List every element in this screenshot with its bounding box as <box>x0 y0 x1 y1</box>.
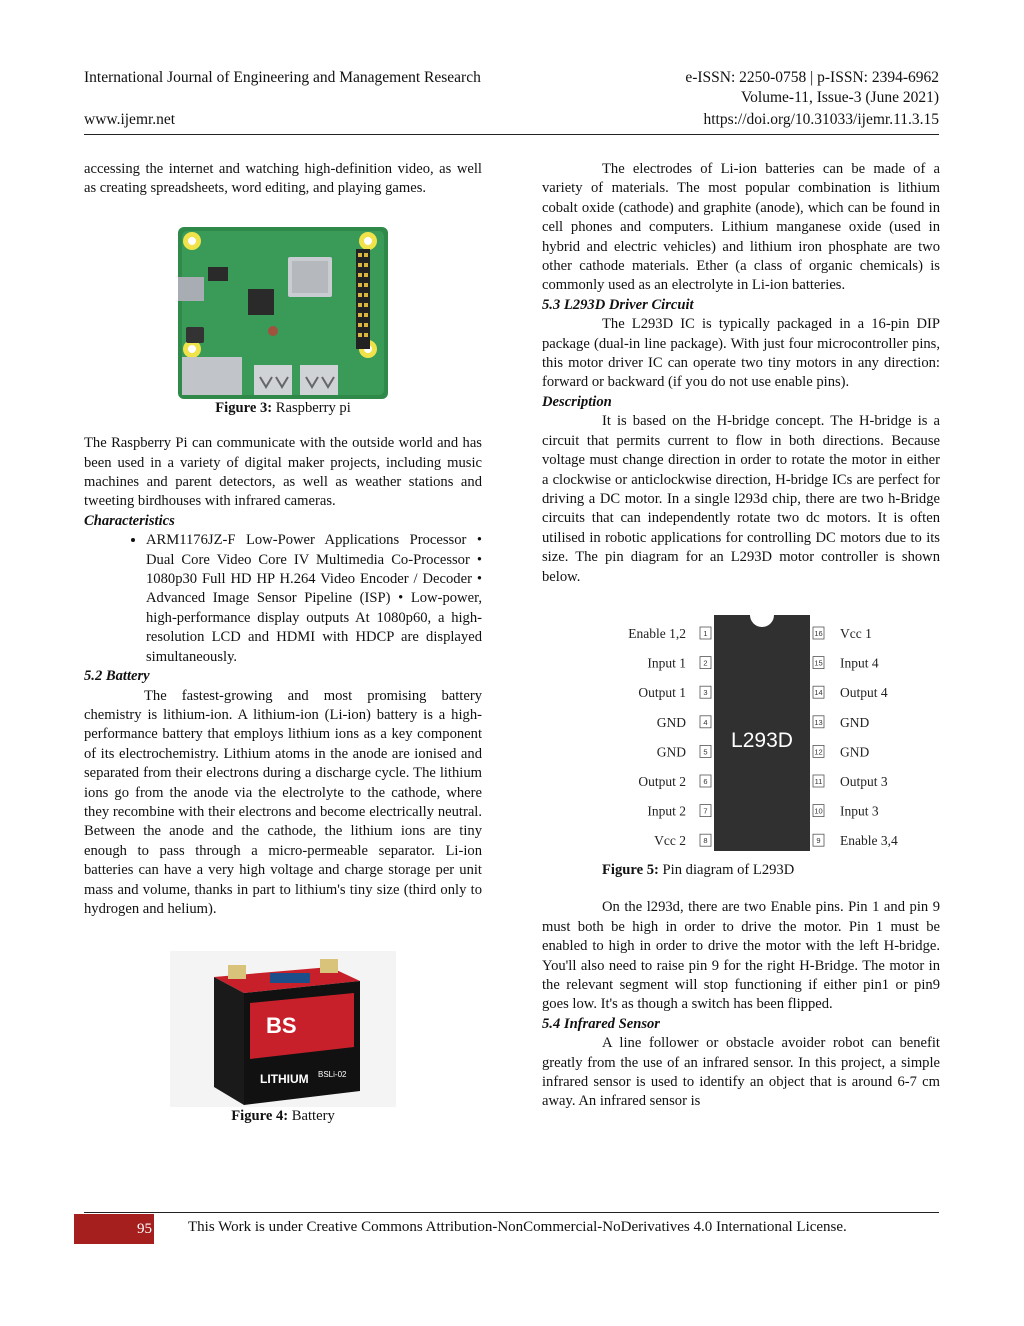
pin-15 <box>813 656 879 671</box>
pin-label: Output 3 <box>840 773 888 789</box>
pin-5 <box>657 744 711 759</box>
figure-caption: Figure 4: Battery <box>231 1108 335 1125</box>
pin-9 <box>813 833 898 848</box>
left-column <box>84 160 482 1127</box>
pin-number: 13 <box>814 717 823 727</box>
pin-label: GND <box>840 744 870 760</box>
pin-label: Input 2 <box>647 803 686 819</box>
paragraph: It is based on the H-bridge concept. The H-bridge is a circuit that permits current to flow in both directions. Because voltage must change direction in order to rotate the motor in either a clockwise or anticlockwise direction, H-bridge ICs are perfect for driving a DC motor. In a single l293d chip, there are two h-Bridge circuits that can independently rotate two dc motors. It is often utilised in robotic applications for controlling DC motors due to its size. The pin diagram for an L293D motor controller is shown below. <box>542 413 940 585</box>
figure-caption: Figure 3: Raspberry pi <box>215 399 351 416</box>
pin-number: 11 <box>814 776 823 786</box>
paragraph: The L293D IC is typically packaged in a 16-pin DIP package (dual-in line package). With just four microcontroller pins, this motor driver IC can operate two tiny motors in any direction: forward or backward (if you do not use enable pins). <box>542 316 940 391</box>
pin-number: 16 <box>814 628 823 638</box>
pin-label: Vcc 1 <box>840 625 872 641</box>
figure-l293d-pinout <box>582 615 912 851</box>
paragraph: A line follower or obstacle avoider robot can benefit greatly from the use of an infrared sensor. In this project, a simple infrared sensor is used to identify an object that is around 6-7 cm away. An infrared sensor is <box>542 1035 940 1110</box>
pin-label: Output 4 <box>840 685 888 701</box>
pin-number: 10 <box>814 806 823 816</box>
pin-number: 8 <box>703 836 708 846</box>
pin-label: Enable 1,2 <box>628 625 686 641</box>
pin-number: 4 <box>703 717 708 727</box>
paragraph: accessing the internet and watching high-definition video, as well as creating spreadsheets, word editing, and playing games. <box>84 161 482 197</box>
battery-model: BSLi-02 <box>318 1070 347 1080</box>
pin-label: Vcc 2 <box>654 833 686 849</box>
pin-4 <box>657 715 711 730</box>
header-rule <box>84 134 939 135</box>
volume-issue: Volume-11, Issue-3 (June 2021) <box>740 89 939 106</box>
pin-number: 14 <box>814 688 823 698</box>
pin-label: Output 1 <box>638 685 686 701</box>
pin-label: Input 1 <box>647 655 686 671</box>
paragraph: The electrodes of Li-ion batteries can be made of a variety of materials. The most popular combination is lithium cobalt oxide (cathode) and graphite (anode), which can be found in cell phones and computers. Lithium manganese oxide (used in hybrid and electric vehicles) and lithium iron phosphate are two other cathode materials. Ether (a class of organic chemicals) is commonly used as an electrolyte in Li-ion batteries. <box>542 161 940 294</box>
pin-label: GND <box>840 714 870 730</box>
issn: e-ISSN: 2250-0758 | p-ISSN: 2394-6962 <box>685 69 939 86</box>
pin-2 <box>647 656 711 671</box>
paragraph: On the l293d, there are two Enable pins. Pin 1 and pin 9 must both be high in order to drive the motor. Pin 1 must be enabled to high in order to drive the motor with the left H-bridge. You'll also need to raise pin 9 for the right H-Bridge. The motor in the relevant segment will stop functioning if either pin1 or pin9 goes low. It's as though a switch has been flipped. <box>542 899 940 1013</box>
figure-raspberry-pi <box>84 227 482 418</box>
figure-battery <box>84 951 482 1126</box>
pin-6 <box>638 774 711 789</box>
section-heading: 5.2 Battery <box>84 668 150 685</box>
pin-number: 6 <box>703 776 708 786</box>
journal-website[interactable]: www.ijemr.net <box>84 111 176 128</box>
pin-label: Input 3 <box>840 803 879 819</box>
pin-14 <box>813 685 888 700</box>
pin-number: 15 <box>814 658 823 668</box>
pin-number: 7 <box>703 806 708 816</box>
doi-link[interactable]: https://doi.org/10.31033/ijemr.11.3.15 <box>703 111 939 128</box>
pin-11 <box>813 774 888 789</box>
footer-separator <box>154 1214 155 1244</box>
section-heading: 5.3 L293D Driver Circuit <box>542 296 694 313</box>
pin-number: 1 <box>703 628 708 638</box>
l293d-pin-diagram <box>582 615 912 851</box>
section-heading: 5.4 Infrared Sensor <box>542 1015 660 1032</box>
paragraph: The Raspberry Pi can communicate with the outside world and has been used in a variety of digital maker projects, including music machines and parent detectors, as well as weather stations and tweeting birdhouses with infrared cameras. <box>84 435 482 510</box>
section-heading: Description <box>542 393 612 410</box>
pin-3 <box>638 685 711 700</box>
pin-7 <box>647 804 711 819</box>
right-column <box>542 160 940 1112</box>
raspberry-pi-image <box>178 227 388 399</box>
pin-number: 9 <box>816 836 821 846</box>
pin-label: Enable 3,4 <box>840 833 898 849</box>
pin-label: Output 2 <box>638 773 686 789</box>
list-item: • ARM1176JZ-F Low-Power Applications Processor • Dual Core Video Core IV Multimedia Co-Processor • 1080p30 Full HD HP H.264 Video Encoder / Decoder • Advanced Image Sensor Pipeline (ISP) • Low-power, high-performance display outputs At 1080p60, a high-resolution LCD and HDMI with HDCP are displayed simultaneously. <box>146 531 482 667</box>
pin-8 <box>654 833 711 848</box>
chip-name: L293D <box>731 728 793 752</box>
pin-1 <box>628 626 711 641</box>
pin-16 <box>813 626 872 641</box>
figure-caption: Figure 5: Pin diagram of L293D <box>602 861 795 878</box>
battery-image <box>170 951 396 1107</box>
bullet-list <box>84 531 482 667</box>
pin-12 <box>813 744 869 759</box>
pin-number: 3 <box>703 688 708 698</box>
pin-number: 12 <box>814 747 823 757</box>
pin-label: GND <box>656 714 686 730</box>
paragraph: The fastest-growing and most promising battery chemistry is lithium-ion. A lithium-ion (Li-ion) battery is a high-performance battery that employs lithium ions as a key component of its electrochemistry. Lithium atoms in the anode are ionised and separated from their electrons during a discharge cycle. The lithium ions go from the anode via the electrolyte to the cathode, where they recombine with their electrons and become electrically neutral. Between the anode and the cathode, the lithium ions are tiny enough to pass through a micro-permeable separator. Li-ion batteries can have a very high voltage and charge storage per unit mass and volume, thanks in part to lithium's tiny size (third only to hydrogen and helium). <box>84 687 482 917</box>
pin-10 <box>813 804 879 819</box>
section-heading: Characteristics <box>84 512 175 529</box>
journal-title: International Journal of Engineering and Management Research <box>84 69 481 86</box>
pin-number: 5 <box>703 747 708 757</box>
battery-brand: BS <box>266 1013 297 1039</box>
footer-rule <box>84 1212 939 1213</box>
license-text: This Work is under Creative Commons Attribution-NonCommercial-NoDerivatives 4.0 International License. <box>188 1219 847 1235</box>
pin-13 <box>813 715 869 730</box>
pin-number: 2 <box>703 658 708 668</box>
pin-label: GND <box>656 744 686 760</box>
page-number: 95 <box>137 1221 152 1237</box>
battery-type: LITHIUM <box>260 1072 309 1087</box>
pin-label: Input 4 <box>840 655 879 671</box>
